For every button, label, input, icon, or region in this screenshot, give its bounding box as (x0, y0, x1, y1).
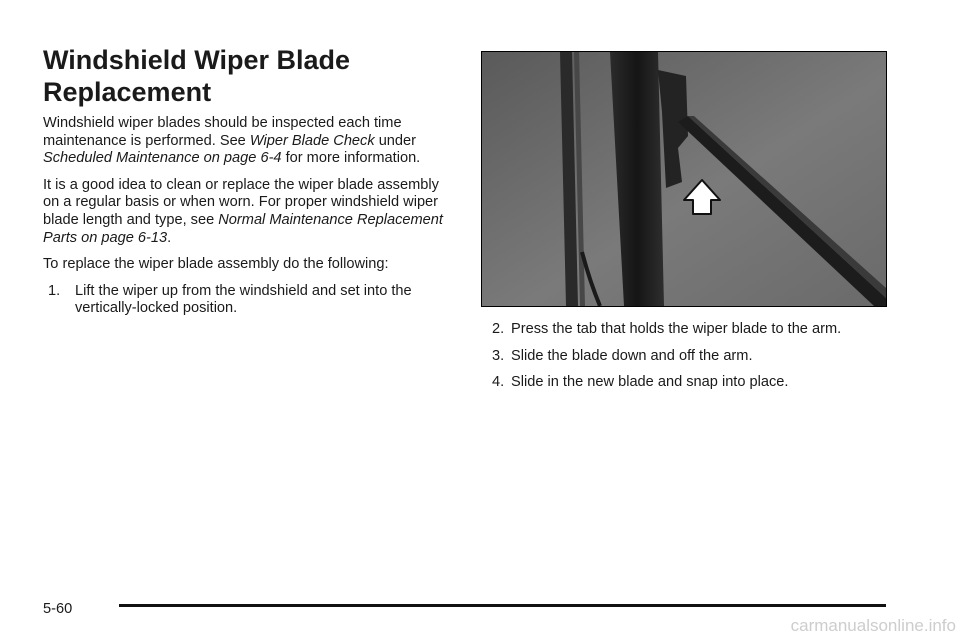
step-item (43, 283, 453, 318)
page-footer (43, 599, 886, 619)
intro-text-end: for more information. (281, 150, 421, 167)
scheduled-maintenance-link[interactable]: Scheduled Maintenance on page 6-4 (43, 150, 282, 167)
step-text: Press the tab that holds the wiper blade to the arm. (511, 321, 842, 337)
step-text: Slide the blade down and off the arm. (511, 347, 753, 364)
procedure-intro: To replace the wiper blade assembly do the following: (43, 256, 389, 273)
page-number: 5-60 (43, 601, 73, 617)
intro-paragraph (43, 115, 453, 168)
step-number: 1. (48, 282, 61, 299)
right-column (481, 321, 901, 401)
left-column (43, 115, 453, 327)
wiper-blade-check-link[interactable]: Wiper Blade Check (249, 132, 375, 149)
advice-text: It is a good idea to clean or replace the wiper blade assembly on a regular basis or when worn. For proper windshield wiper blade length and type, see (43, 176, 439, 228)
advice-text-end: . (167, 229, 172, 246)
advice-paragraph (43, 177, 453, 247)
watermark: carmanualsonline.info (790, 616, 956, 635)
step-number: 3. (492, 347, 505, 364)
step-item (481, 348, 901, 366)
wiper-photo-illustration (482, 52, 886, 306)
step-item (481, 374, 901, 392)
wiper-figure (481, 51, 887, 307)
intro-text: Windshield wiper blades should be inspected each time maintenance is performed. See (43, 115, 402, 149)
page-title: Windshield Wiper Blade Replacement (43, 45, 351, 107)
step-text: Lift the wiper up from the windshield and set into the vertically-locked position. (75, 282, 412, 317)
step-text: Slide in the new blade and snap into place. (511, 374, 789, 391)
steps-list-right (481, 321, 901, 392)
footer-rule (119, 604, 886, 607)
steps-list-left (43, 283, 453, 318)
replacement-parts-link[interactable]: Normal Maintenance Replacement Parts on page 6-13 (43, 211, 443, 246)
step-number: 4. (492, 374, 505, 391)
step-number: 2. (492, 321, 505, 337)
intro-text-under: under (374, 132, 417, 149)
step-item (481, 321, 901, 339)
